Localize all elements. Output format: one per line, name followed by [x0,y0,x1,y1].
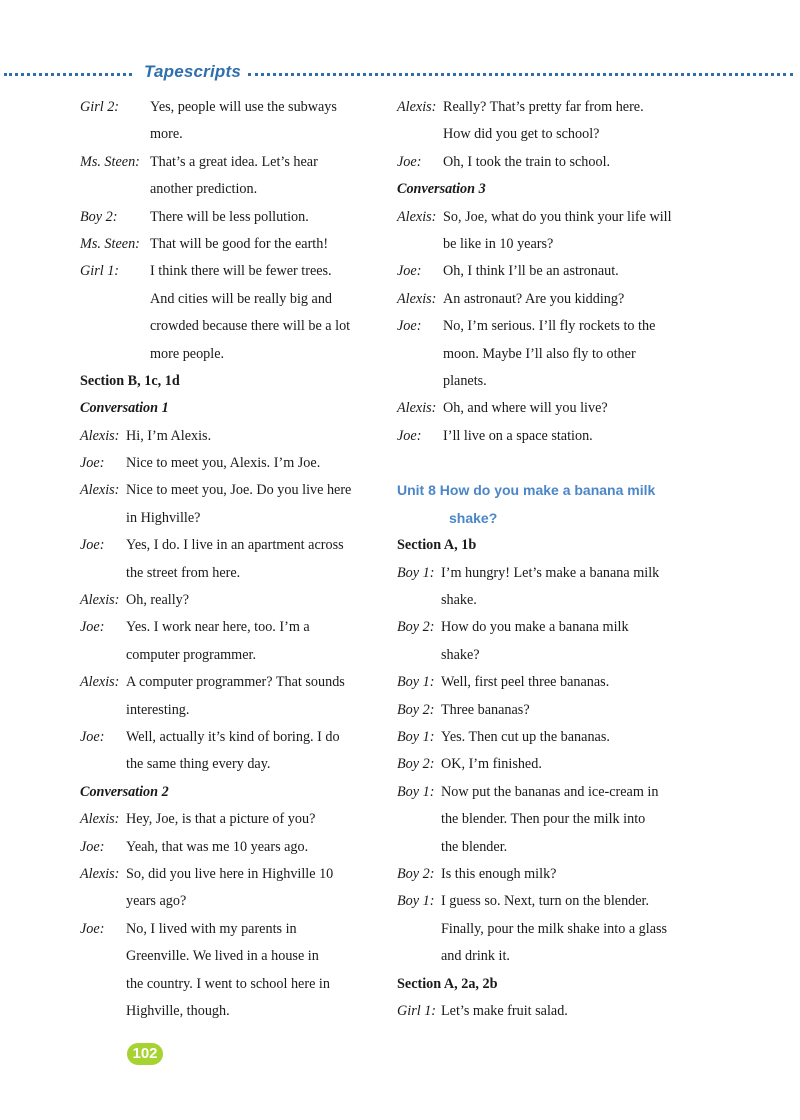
speaker-label: Ms. Steen: [80,153,140,170]
speaker-label: Joe: [397,263,422,280]
dialogue-text: more people. [150,345,225,362]
speaker-label: Joe: [80,920,105,937]
speaker-label: Boy 1: [397,674,435,691]
dialogue-text: be like in 10 years? [443,235,554,252]
dialogue-text: Let’s make fruit salad. [441,1002,568,1019]
dialogue-text: Oh, I think I’ll be an astronaut. [443,263,619,280]
dialogue-line [80,286,380,313]
dialogue-line [80,697,380,724]
dialogue-line [80,176,380,203]
dialogue-text: No, I’m serious. I’ll fly rockets to the [443,318,656,335]
dialogue-text: Is this enough milk? [441,865,557,882]
speaker-label: Alexis: [80,674,120,691]
dialogue-text: That’s a great idea. Let’s hear [150,153,318,170]
right-column [397,94,697,1025]
dialogue-text: Yes, people will use the subways [150,99,337,115]
dialogue-text: And cities will be really big and [150,290,333,307]
speaker-label: Boy 2: [397,865,435,882]
conversation-heading: Conversation 3 [397,181,486,198]
dialogue-line [80,450,380,477]
dialogue-line [80,916,380,943]
dialogue-text: Yes, I do. I live in an apartment across [126,537,344,554]
dialogue-text: That will be good for the earth! [150,235,329,252]
dialogue-text: I think there will be fewer trees. [150,263,332,280]
dialogue-text: Yes. I work near here, too. I’m a [126,619,310,636]
dialogue-text: How did you get to school? [443,126,600,143]
dialogue-text: Finally, pour the milk shake into a glass [441,920,668,937]
dialogue-line [80,861,380,888]
dialogue-line [80,888,380,915]
dialogue-line [397,779,697,806]
header-dotted-rule-right [248,73,793,76]
dialogue-line [80,560,380,587]
dialogue-line [397,998,697,1025]
dialogue-line [397,614,697,641]
speaker-label: Alexis: [397,290,437,307]
speaker-label: Joe: [397,153,422,170]
dialogue-text: An astronaut? Are you kidding? [443,290,625,307]
speaker-label: Joe: [397,318,422,335]
speaker-label: Joe: [80,455,105,472]
dialogue-text: Three bananas? [441,701,530,718]
dialogue-text: Yes. Then cut up the bananas. [441,728,610,745]
dialogue-text: Nice to meet you, Joe. Do you live here [126,482,352,499]
dialogue-line [80,204,380,231]
dialogue-line [80,834,380,861]
dialogue-text: years ago? [126,893,187,910]
dialogue-text: the country. I went to school here in [126,975,330,992]
dialogue-text: Oh, and where will you live? [443,400,608,417]
speaker-label: Alexis: [80,427,120,444]
speaker-label: Girl 1: [80,263,120,280]
dialogue-line [397,587,697,614]
dialogue-line [80,121,380,148]
speaker-label: Boy 2: [397,701,435,718]
dialogue-text: planets. [443,372,487,389]
dialogue-line [80,94,380,121]
speaker-label: Alexis: [80,592,120,609]
dialogue-text: crowded because there will be a lot [150,318,351,335]
speaker-label: Alexis: [80,811,120,828]
speaker-label: Joe: [80,838,105,855]
speaker-label: Boy 2: [397,756,435,773]
dialogue-line [397,888,697,915]
dialogue-text: OK, I’m finished. [441,756,542,773]
dialogue-text: I guess so. Next, turn on the blender. [441,893,650,910]
dialogue-text: Well, first peel three bananas. [441,674,610,691]
dialogue-line [80,724,380,751]
conversation-heading: Conversation 1 [80,400,169,417]
dialogue-text: Oh, really? [126,592,190,609]
dialogue-line [397,258,697,285]
dialogue-line [80,751,380,778]
dialogue-line [397,560,697,587]
unit-title-continued [397,505,697,532]
dialogue-text: There will be less pollution. [150,208,309,225]
unit-title-line-1: Unit 8 How do you make a banana milk [397,482,656,499]
speaker-label: Alexis: [80,482,120,499]
dialogue-line [80,258,380,285]
dialogue-line [80,943,380,970]
speaker-label: Joe: [80,728,105,745]
dialogue-line [397,341,697,368]
dialogue-text: Greenville. We lived in a house in [126,948,319,965]
dialogue-text: in Highville? [126,509,201,526]
left-column [80,94,380,1025]
dialogue-line [397,395,697,422]
dialogue-line [397,423,697,450]
dialogue-text: shake. [441,592,477,609]
dialogue-text: No, I lived with my parents in [126,920,297,937]
dialogue-line [397,204,697,231]
dialogue-line [80,505,380,532]
dialogue-text: Hi, I’m Alexis. [126,427,212,444]
dialogue-text: moon. Maybe I’ll also fly to other [443,345,636,362]
dialogue-line [80,806,380,833]
dialogue-line [397,286,697,313]
speaker-label: Girl 2: [80,99,120,115]
speaker-label: Joe: [397,427,422,444]
section-heading: Section B, 1c, 1d [80,372,180,389]
dialogue-line [80,423,380,450]
dialogue-line [80,587,380,614]
speaker-label: Boy 1: [397,564,435,581]
section-heading: Section A, 1b [397,537,477,554]
dialogue-line [397,669,697,696]
unit-title-line-2: shake? [449,509,498,526]
dialogue-line [80,669,380,696]
dialogue-text: shake? [441,646,480,663]
dialogue-line [80,341,380,368]
speaker-label: Boy 2: [80,208,118,225]
dialogue-text: Well, actually it’s kind of boring. I do [126,728,340,745]
dialogue-line [397,834,697,861]
speaker-label: Boy 1: [397,728,435,745]
dialogue-text: the blender. Then pour the milk into [441,811,646,828]
dialogue-text: So, did you live here in Highville 10 [126,865,334,882]
speaker-label: Joe: [80,619,105,636]
dialogue-line [80,477,380,504]
dialogue-text: How do you make a banana milk [441,619,629,636]
dialogue-line [397,697,697,724]
tapescripts-header [0,62,800,86]
dialogue-text: Yeah, that was me 10 years ago. [126,838,309,855]
dialogue-line [397,149,697,176]
dialogue-line [80,149,380,176]
dialogue-line [80,231,380,258]
dialogue-line [397,916,697,943]
dialogue-line [397,642,697,669]
spacer [397,450,697,477]
dialogue-text: computer programmer. [126,646,257,663]
speaker-label: Alexis: [397,208,437,225]
dialogue-text: interesting. [126,701,190,718]
dialogue-text: Now put the bananas and ice-cream in [441,783,659,800]
dialogue-text: Really? That’s pretty far from here. [443,99,644,115]
dialogue-line [397,94,697,121]
dialogue-text: A computer programmer? That sounds [126,674,345,691]
dialogue-line [397,861,697,888]
speaker-label: Alexis: [397,400,437,417]
dialogue-text: another prediction. [150,181,258,198]
speaker-label: Alexis: [80,865,120,882]
speaker-label: Boy 2: [397,619,435,636]
dialogue-line [80,313,380,340]
speaker-label: Ms. Steen: [80,235,140,252]
dialogue-line [397,313,697,340]
dialogue-text: I’m hungry! Let’s make a banana milk [441,564,660,581]
dialogue-text: I’ll live on a space station. [443,427,593,444]
speaker-label: Boy 1: [397,893,435,910]
dialogue-text: and drink it. [441,948,510,965]
conversation-heading: Conversation 2 [80,783,169,800]
dialogue-line [397,751,697,778]
dialogue-line [397,231,697,258]
dialogue-line [80,642,380,669]
dialogue-text: the blender. [441,838,508,855]
header-dotted-rule-left [4,73,132,76]
page-number-badge: 102 [127,1043,163,1065]
dialogue-line [397,943,697,970]
dialogue-line [397,806,697,833]
dialogue-text: Hey, Joe, is that a picture of you? [126,811,316,828]
dialogue-text: Nice to meet you, Alexis. I’m Joe. [126,455,321,472]
speaker-label: Alexis: [397,99,437,115]
dialogue-text: So, Joe, what do you think your life will [443,208,672,225]
dialogue-text: more. [150,126,183,143]
dialogue-line [80,532,380,559]
speaker-label: Boy 1: [397,783,435,800]
dialogue-text: the same thing every day. [126,756,271,773]
dialogue-line [80,971,380,998]
dialogue-text: Oh, I took the train to school. [443,153,611,170]
dialogue-line [397,368,697,395]
section-heading: Section A, 2a, 2b [397,975,498,992]
unit-title [397,477,697,504]
speaker-label: Joe: [80,537,105,554]
dialogue-text: the street from here. [126,564,241,581]
dialogue-text: Highville, though. [126,1002,230,1019]
dialogue-line [397,724,697,751]
dialogue-line [80,614,380,641]
dialogue-line [80,998,380,1025]
speaker-label: Girl 1: [397,1002,437,1019]
header-title: Tapescripts [144,62,241,81]
dialogue-line [397,121,697,148]
